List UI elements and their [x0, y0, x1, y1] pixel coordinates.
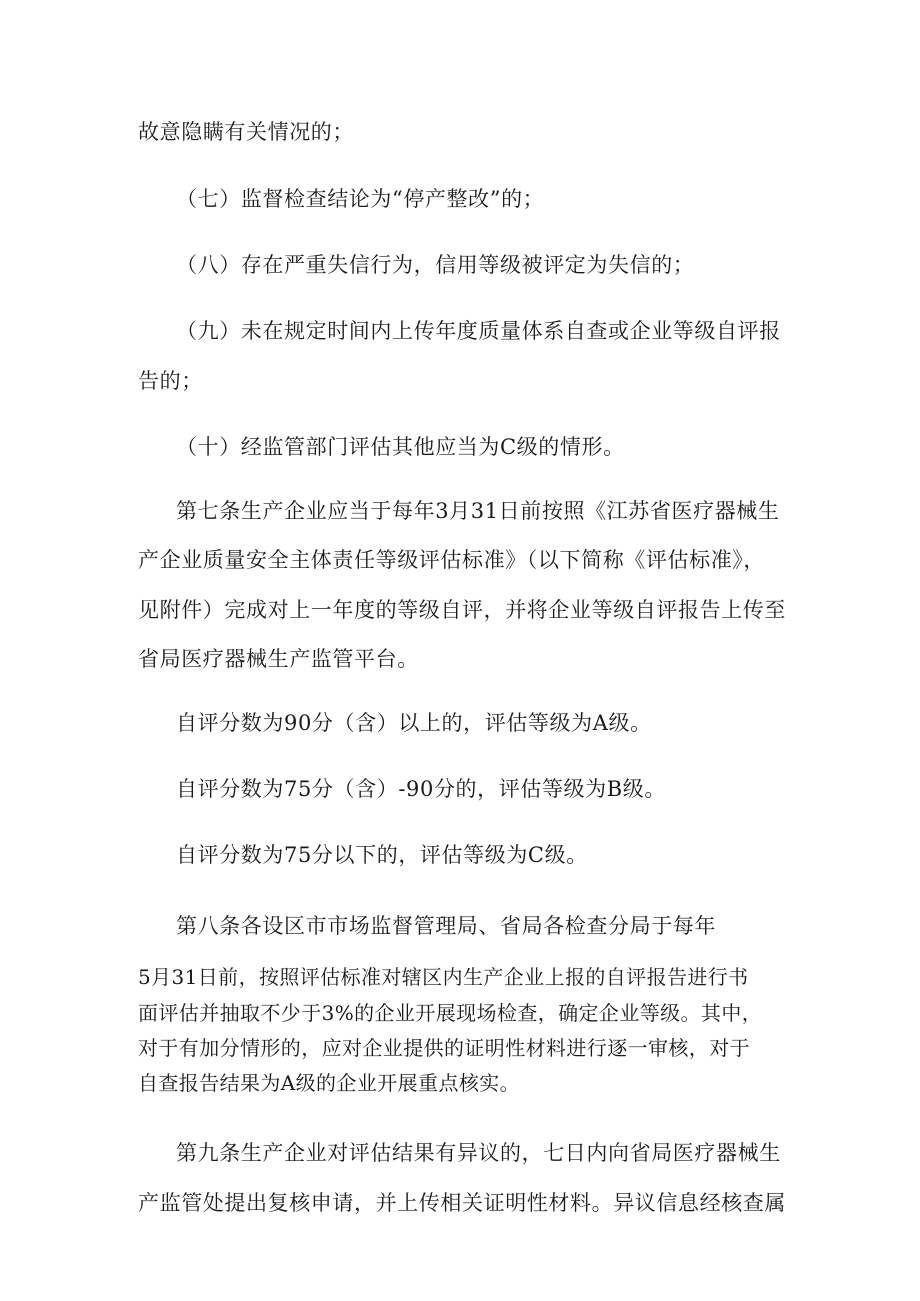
text-line: 自评分数为75分（含）-90分的，评估等级为B级。	[176, 777, 666, 801]
text-line: 省局医疗器械生产监管平台。	[138, 647, 419, 671]
text-line: 第七条生产企业应当于每年3月31日前按照《江苏省医疗器械生	[176, 499, 780, 523]
text-line: 告的；	[138, 369, 203, 393]
text-line: 自评分数为90分（含）以上的，评估等级为A级。	[176, 711, 652, 735]
text-line: 产企业质量安全主体责任等级评估标准》（以下简称《评估标准》，	[138, 548, 765, 572]
text-line: 对于有加分情形的，应对企业提供的证明性材料进行逐一审核，对于	[138, 1036, 750, 1060]
text-line: 面评估并抽取不少于3%的企业开展现场检查，确定企业等级。其中，	[138, 1001, 763, 1025]
text-line: （十）经监管部门评估其他应当为C级的情形。	[176, 435, 625, 459]
text-line: 第九条生产企业对评估结果有异议的，七日内向省局医疗器械生	[176, 1141, 781, 1165]
text-line: 产监管处提出复核申请，并上传相关证明性材料。异议信息经核查属	[138, 1191, 786, 1215]
text-line: 见附件）完成对上一年度的等级自评，并将企业等级自评报告上传至	[138, 598, 786, 622]
text-line: 5月31日前，按照评估标准对辖区内生产企业上报的自评报告进行书	[138, 965, 749, 989]
text-line: 自评分数为75分以下的，评估等级为C级。	[176, 843, 588, 867]
text-line: （七）监督检查结论为“停产整改”的；	[176, 187, 545, 211]
text-line: 故意隐瞒有关情况的；	[138, 120, 354, 144]
text-line: 第八条各设区市市场监督管理局、省局各检查分局于每年	[176, 914, 716, 938]
text-line: （九）未在规定时间内上传年度质量体系自查或企业等级自评报	[176, 319, 781, 343]
text-line: （八）存在严重失信行为，信用等级被评定为失信的；	[176, 253, 695, 277]
text-line: 自查报告结果为A级的企业开展重点核实。	[138, 1071, 521, 1095]
